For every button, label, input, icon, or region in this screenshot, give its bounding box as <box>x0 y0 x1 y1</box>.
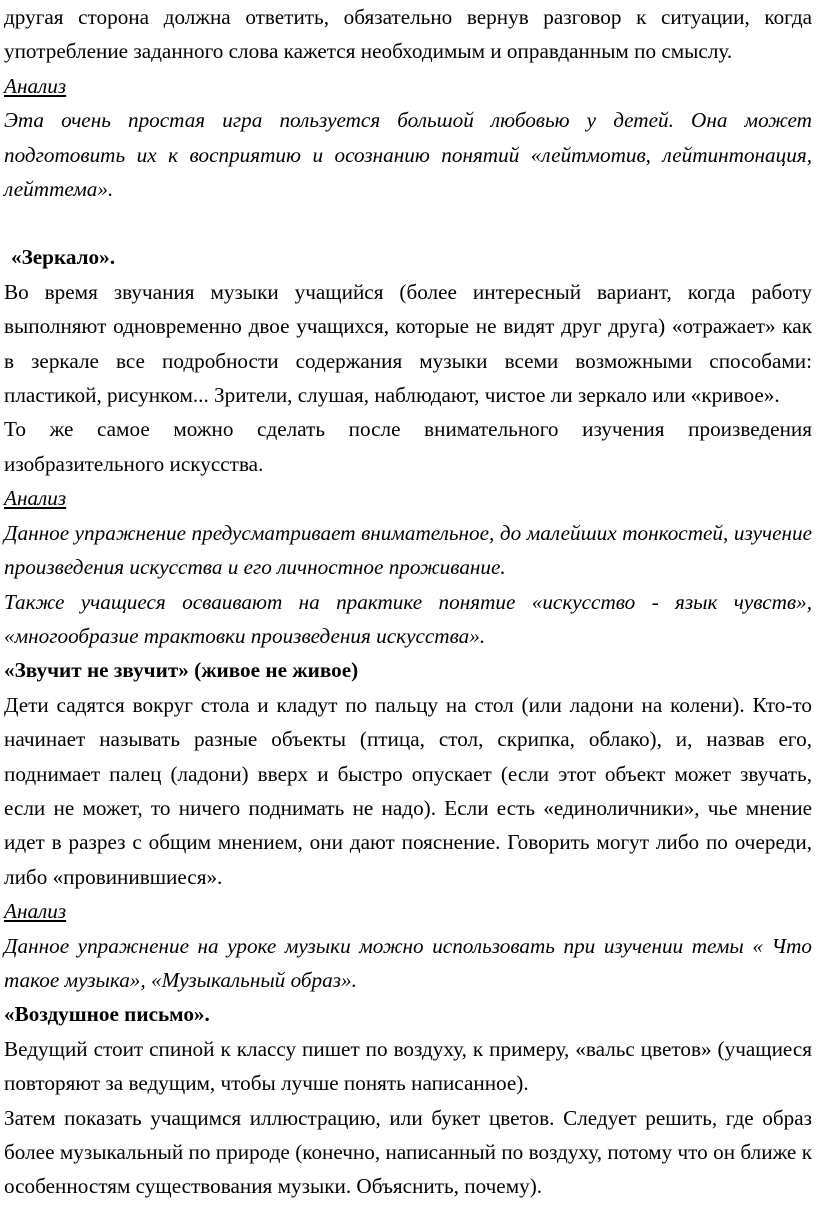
sound-paragraph: Дети садятся вокруг стола и кладут по пальцу на стол (или ладони на колени). Кто-то начинает называть разные объекты (птица, стол, скрипка, облако), и, назвав его, поднимает палец (ладони) вверх и быстро опускает (если этот объект может звучать, если не может, то ничего поднимать не надо). Если есть «единоличники», чье мнение идет в разрез с общим мнением, они дают пояснение. Говорить могут либо по очереди, либо «провинившиеся». <box>4 692 812 889</box>
analysis-text-4: Данное упражнение на уроке музыки можно использовать при изучении темы « Что такое музыка», «Музыкальный образ». <box>4 933 812 992</box>
analysis-label: Анализ <box>4 73 67 98</box>
air-letter-paragraph: Ведущий стоит спиной к классу пишет по воздуху, к примеру, «вальс цветов» (учащиеся повторяют за ведущим, чтобы лучше понять написанное). <box>4 1036 812 1096</box>
analysis-text-2: Данное упражнение предусматривает внимательное, до малейших тонкостей, изучение произведения искусства и его личностное проживание. <box>4 520 812 580</box>
analysis-label-2: Анализ <box>4 486 67 511</box>
air-letter-paragraph-2: Затем показать учащимся иллюстрацию, или букет цветов. Следует решить, где образ более музыкальный по природе (конечно, написанный по воздуху, потому что он ближе к особенностям существования музыки. Объяснить, почему). <box>4 1105 812 1199</box>
mirror-paragraph-2: То же самое можно сделать после внимательного изучения произведения изобразительного искусства. <box>4 417 812 476</box>
mirror-paragraph: Во время звучания музыки учащийся (более интересный вариант, когда работу выполняют одновременно двое учащихся, которые не видят друг друга) «отражает» как в зеркале все подробности содержания музыки всеми возможными способами: пластикой, рисунком... Зрители, слушая, наблюдают, чистое ли зеркало или «кривое». <box>4 279 812 408</box>
air-letter-heading: «Воздушное письмо». <box>4 1002 210 1027</box>
intro-paragraph: другая сторона должна ответить, обязательно вернув разговор к ситуации, когда употребление заданного слова кажется необходимым и оправданным по смыслу. <box>4 5 812 64</box>
analysis-label-3: Анализ <box>4 899 67 924</box>
mirror-heading: «Зеркало». <box>11 245 116 270</box>
sound-heading: «Звучит не звучит» (живое не живое) <box>4 658 359 683</box>
analysis-text-3: Также учащиеся осваивают на практике понятие «искусство - язык чувств», «многообразие трактовки произведения искусства». <box>4 589 812 648</box>
blank-line <box>4 206 812 240</box>
analysis-text: Эта очень простая игра пользуется большой любовью у детей. Она может подготовить их к восприятию и осознанию понятий «лейтмотив, лейтинтонация, лейттема». <box>4 108 812 202</box>
